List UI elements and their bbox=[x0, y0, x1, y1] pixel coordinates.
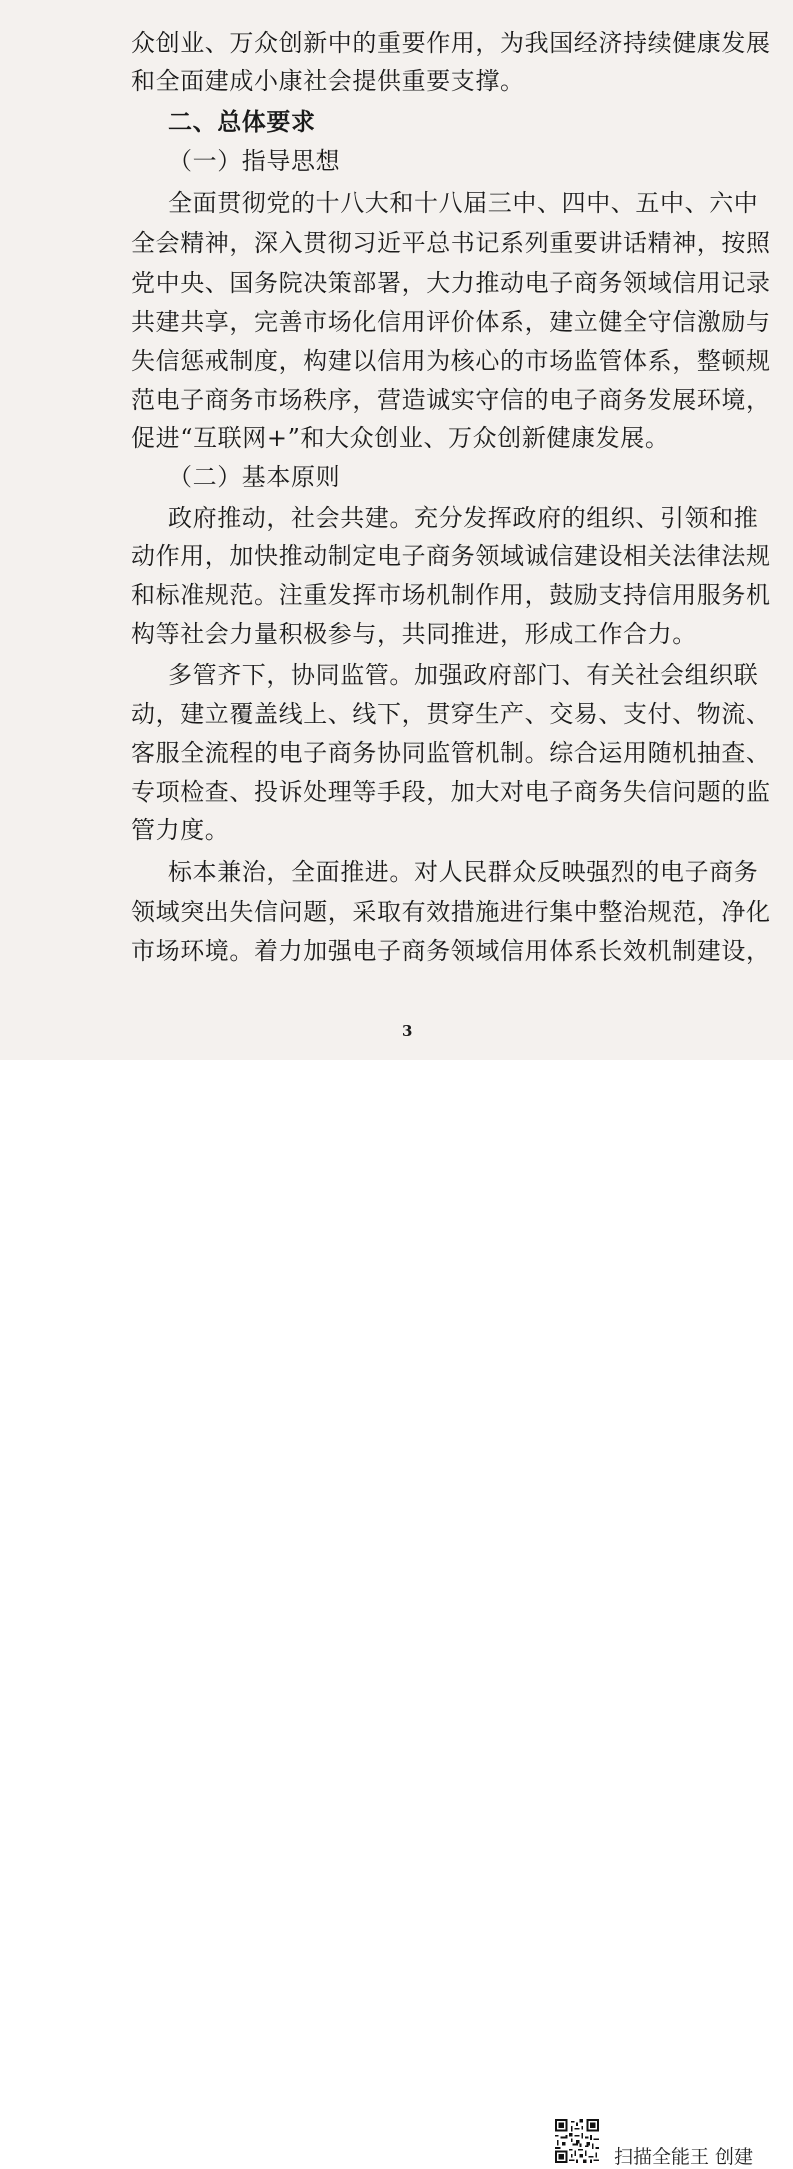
text-line-5: 全面贯彻党的十八大和十八届三中、四中、五中、六中 bbox=[168, 189, 759, 217]
scanned-page bbox=[0, 0, 793, 1060]
text-line-11: 促进“互联网+”和大众创业、万众创新健康发展。 bbox=[131, 424, 670, 452]
subsection-heading-1: （一）指导思想 bbox=[168, 147, 341, 175]
scanner-footer bbox=[0, 1060, 793, 2168]
text-line-9: 失信惩戒制度，构建以信用为核心的市场监管体系，整顿规 bbox=[131, 347, 771, 375]
text-line-19: 客服全流程的电子商务协同监管机制。综合运用随机抽查、 bbox=[131, 739, 771, 767]
text-line-17: 多管齐下，协同监管。加强政府部门、有关社会组织联 bbox=[168, 661, 759, 689]
text-line-6: 全会精神，深入贯彻习近平总书记系列重要讲话精神，按照 bbox=[131, 229, 771, 257]
text-line-20: 专项检查、投诉处理等手段，加大对电子商务失信问题的监 bbox=[131, 778, 771, 806]
text-line-24: 市场环境。着力加强电子商务领域信用体系长效机制建设， bbox=[131, 937, 771, 965]
text-line-18: 动，建立覆盖线上、线下，贯穿生产、交易、支付、物流、 bbox=[131, 700, 771, 728]
scanner-brand-label: 扫描全能王 创建 bbox=[614, 2146, 754, 2168]
text-line-22: 标本兼治，全面推进。对人民群众反映强烈的电子商务 bbox=[168, 858, 759, 886]
text-line-14: 动作用，加快推动制定电子商务领域诚信建设相关法律法规 bbox=[131, 542, 771, 570]
section-heading: 二、总体要求 bbox=[168, 107, 316, 136]
text-line-8: 共建共享，完善市场化信用评价体系，建立健全守信激励与 bbox=[131, 308, 771, 336]
text-line-10: 范电子商务市场秩序，营造诚实守信的电子商务发展环境， bbox=[131, 386, 771, 414]
text-line-16: 构等社会力量积极参与，共同推进，形成工作合力。 bbox=[131, 620, 697, 648]
text-line-23: 领域突出失信问题，采取有效措施进行集中整治规范，净化 bbox=[131, 898, 771, 926]
text-line-2: 和全面建成小康社会提供重要支撑。 bbox=[131, 67, 525, 95]
text-line-1: 众创业、万众创新中的重要作用，为我国经济持续健康发展 bbox=[131, 29, 771, 57]
text-line-15: 和标准规范。注重发挥市场机制作用，鼓励支持信用服务机 bbox=[131, 581, 771, 609]
page-number: 3 bbox=[402, 1022, 413, 1040]
qr-code-icon bbox=[555, 2119, 599, 2163]
subsection-heading-2: （二）基本原则 bbox=[168, 463, 341, 491]
text-line-21: 管力度。 bbox=[131, 816, 230, 844]
text-line-13: 政府推动，社会共建。充分发挥政府的组织、引领和推 bbox=[168, 504, 759, 532]
text-line-7: 党中央、国务院决策部署，大力推动电子商务领域信用记录 bbox=[131, 269, 771, 297]
